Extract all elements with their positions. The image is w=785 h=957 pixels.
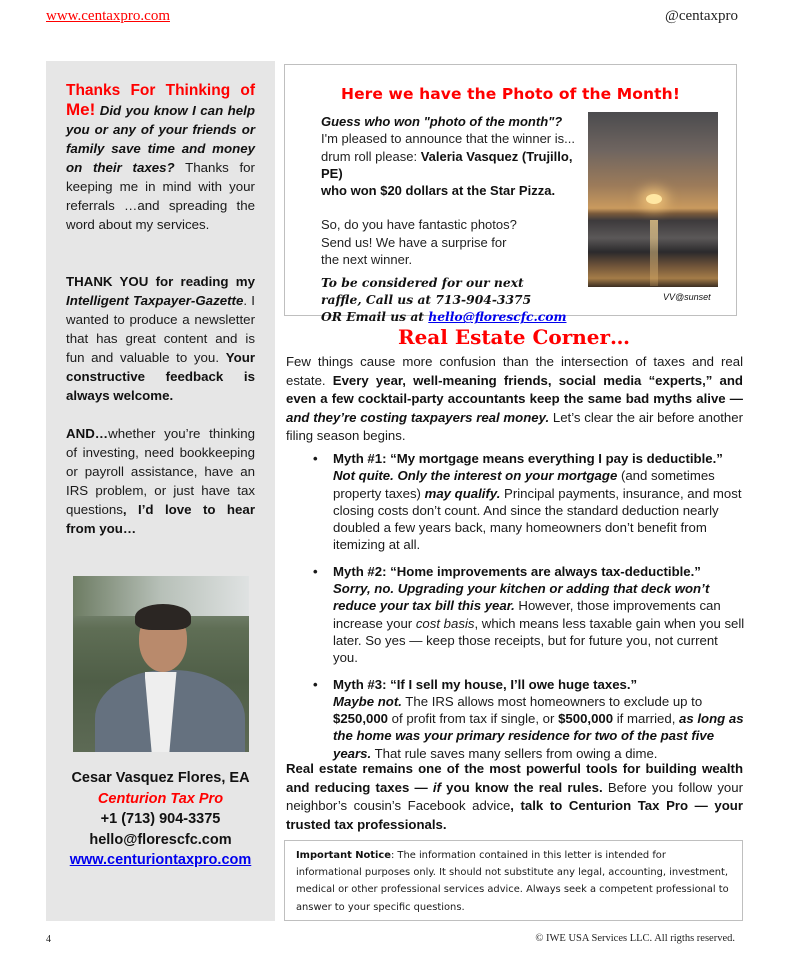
contact-website-link[interactable]: www.centuriontaxpro.com	[69, 852, 252, 868]
closing-bold: Real estate remains one of the most powerful tools for building wealth and reducing taxes —	[286, 761, 743, 795]
photo-of-month-text	[321, 113, 591, 325]
myths-list	[300, 450, 745, 771]
myth-emphasis: as long as the home was your primary residence for two of the past five years.	[333, 711, 744, 761]
myth-amount: $250,000	[333, 711, 389, 727]
thank-you-bold: THANK YOU for reading my	[66, 274, 255, 289]
thanks-heading-me: Me!	[66, 100, 96, 119]
contact-email: hello@florescfc.com	[89, 831, 232, 848]
myth-text: That rule saves many sellers from owing a dime.	[371, 745, 658, 761]
closing-bold: you know the real rules.	[440, 779, 603, 795]
potm-invite-1: So, do you have fantastic photos?	[321, 217, 517, 233]
contact-name: Cesar Vasquez Flores, EA	[71, 770, 250, 786]
potm-invite-3: the next winner.	[321, 252, 413, 268]
myth-emphasis: Not quite. Only the interest on your mortgage	[333, 468, 618, 484]
myth-text: However, those improvements can increase your	[333, 598, 721, 631]
author-portrait	[73, 576, 249, 752]
services-body: whether you’re thinking of investing, need bookkeeping or payroll assistance, have an IRS problem, or just have tax questions	[66, 426, 255, 517]
contact-phone: +1 (713) 904-3375	[100, 811, 221, 827]
potm-raffle-1: To be considered for our next	[321, 275, 524, 291]
potm-question: Guess who won "photo of the month"?	[321, 114, 563, 129]
photo-caption: VV@sunset	[663, 292, 711, 302]
notice-label: Important Notice	[296, 850, 391, 861]
bullet-icon: •	[313, 676, 318, 692]
thank-you-body: I wanted to produce a newsletter that has great content and is fun and valuable to you.	[66, 293, 255, 365]
potm-line1: I'm pleased to announce that the winner is...	[321, 131, 575, 147]
bullet-icon: •	[313, 451, 318, 466]
photo-of-month-box	[284, 64, 737, 325]
myth-text: Principal payments, insurance, and most closing costs don’t count. And since the standard deduction nearly doubled a few years back, many homeowners don’t benefit from itemizing at all.	[333, 485, 742, 553]
copyright: © IWE USA Services LLC. All rigths reserved.	[535, 933, 735, 944]
intro-end: Let’s clear the air before another filing season begins.	[286, 409, 743, 444]
potm-line2	[321, 148, 591, 183]
potm-prize: who won $20 dollars at the Star Pizza.	[321, 183, 556, 199]
real-estate-title: Real Estate Corner…	[397, 325, 631, 349]
potm-raffle-2: raffle, Call us at 713-904-3375	[321, 292, 532, 308]
intro-plain: Few things cause more confusion than the intersection of taxes and real estate.	[286, 354, 743, 388]
page-number: 4	[46, 934, 51, 945]
myth-text: of profit from tax if single, or	[388, 711, 559, 727]
myth-item	[300, 450, 745, 554]
myth-text: if married,	[613, 711, 680, 727]
important-notice	[284, 840, 743, 921]
closing-plain: Before you follow your neighbor’s cousin’s Facebook advice	[286, 779, 743, 814]
myth-heading: Myth #1: “My mortgage means everything I pay is deductible.”	[333, 451, 723, 466]
myth-heading: Myth #3: “If I sell my house, I’ll owe huge taxes.”	[333, 676, 638, 692]
intro-bold-italic: and they’re costing taxpayers real money.	[286, 409, 550, 425]
thanks-paragraph	[66, 81, 255, 234]
thanks-heading: Thanks For Thinking of	[66, 82, 255, 99]
myth-amount: $500,000	[558, 711, 614, 727]
potm-invite-2: Send us! We have a surprise for	[321, 234, 507, 250]
header-social-handle: @centaxpro	[665, 8, 738, 24]
potm-email-link[interactable]: hello@florescfc.com	[428, 309, 567, 325]
and-bold: AND…	[66, 426, 109, 441]
intro-bold: Every year, well-meaning friends, social media “experts,” and even a few cocktail-party accountants keep the same bad myths alive —	[286, 372, 743, 407]
myth-heading: Myth #2: “Home improvements are always tax-deductible.”	[333, 563, 701, 579]
myth-emphasis: may qualify.	[424, 485, 501, 501]
myth-emphasis: Maybe not.	[333, 693, 402, 709]
header-website-link[interactable]: www.centaxpro.com	[46, 8, 170, 24]
services-paragraph	[66, 424, 255, 538]
thank-you-paragraph	[66, 272, 255, 405]
feedback-text: Your constructive feedback is always welcome.	[66, 350, 255, 403]
sidebar	[46, 61, 275, 921]
services-close: , I’d love to hear from you…	[66, 502, 255, 536]
thanks-question: Did you know I can help you or any of your friends or family save time and money on their taxes?	[66, 103, 255, 175]
real-estate-intro	[286, 353, 743, 446]
potm-line2-prefix: drum roll please:	[321, 148, 421, 164]
photo-of-month-title: Here we have the Photo of the Month!	[341, 85, 680, 103]
myth-emphasis: Sorry, no. Upgrading your kitchen or adding that deck won’t reduce your tax bill this year.	[333, 581, 710, 614]
potm-raffle-3-prefix: OR Email us at	[321, 309, 429, 325]
thanks-body: Thanks for keeping me in mind with your referrals …and spreading the word about my services.	[66, 160, 255, 232]
notice-text: : The information contained in this letter is intended for informational purposes only. It should not substitute any legal, accounting, investment, medical or other professional services advice. Always seek a competent professional to answer to your specific questions.	[296, 850, 729, 913]
contact-company: Centurion Tax Pro	[97, 790, 224, 807]
potm-raffle-3	[321, 308, 591, 325]
closing-bold: , talk to Centurion Tax Pro — your trusted tax professionals.	[286, 798, 743, 832]
contact-card	[66, 768, 255, 871]
myth-item	[300, 676, 745, 762]
myth-text: , which means less taxable gain when you sell later. So yes — keep those receipts, but for future you, not current you.	[333, 615, 745, 666]
myth-text: The IRS allows most homeowners to exclude up to	[401, 693, 703, 709]
closing-if: if	[432, 779, 441, 795]
sunset-photo	[588, 112, 718, 287]
potm-winner: Valeria Vasquez (Trujillo, PE)	[321, 148, 573, 181]
myth-item	[300, 563, 745, 667]
bullet-icon: •	[313, 563, 318, 579]
myth-text: (and sometimes property taxes)	[333, 468, 715, 501]
real-estate-closing	[286, 760, 743, 834]
gazette-name: Intelligent Taxpayer-Gazette	[66, 293, 244, 308]
gazette-period: .	[243, 293, 248, 308]
myth-italic: cost basis	[415, 615, 475, 631]
